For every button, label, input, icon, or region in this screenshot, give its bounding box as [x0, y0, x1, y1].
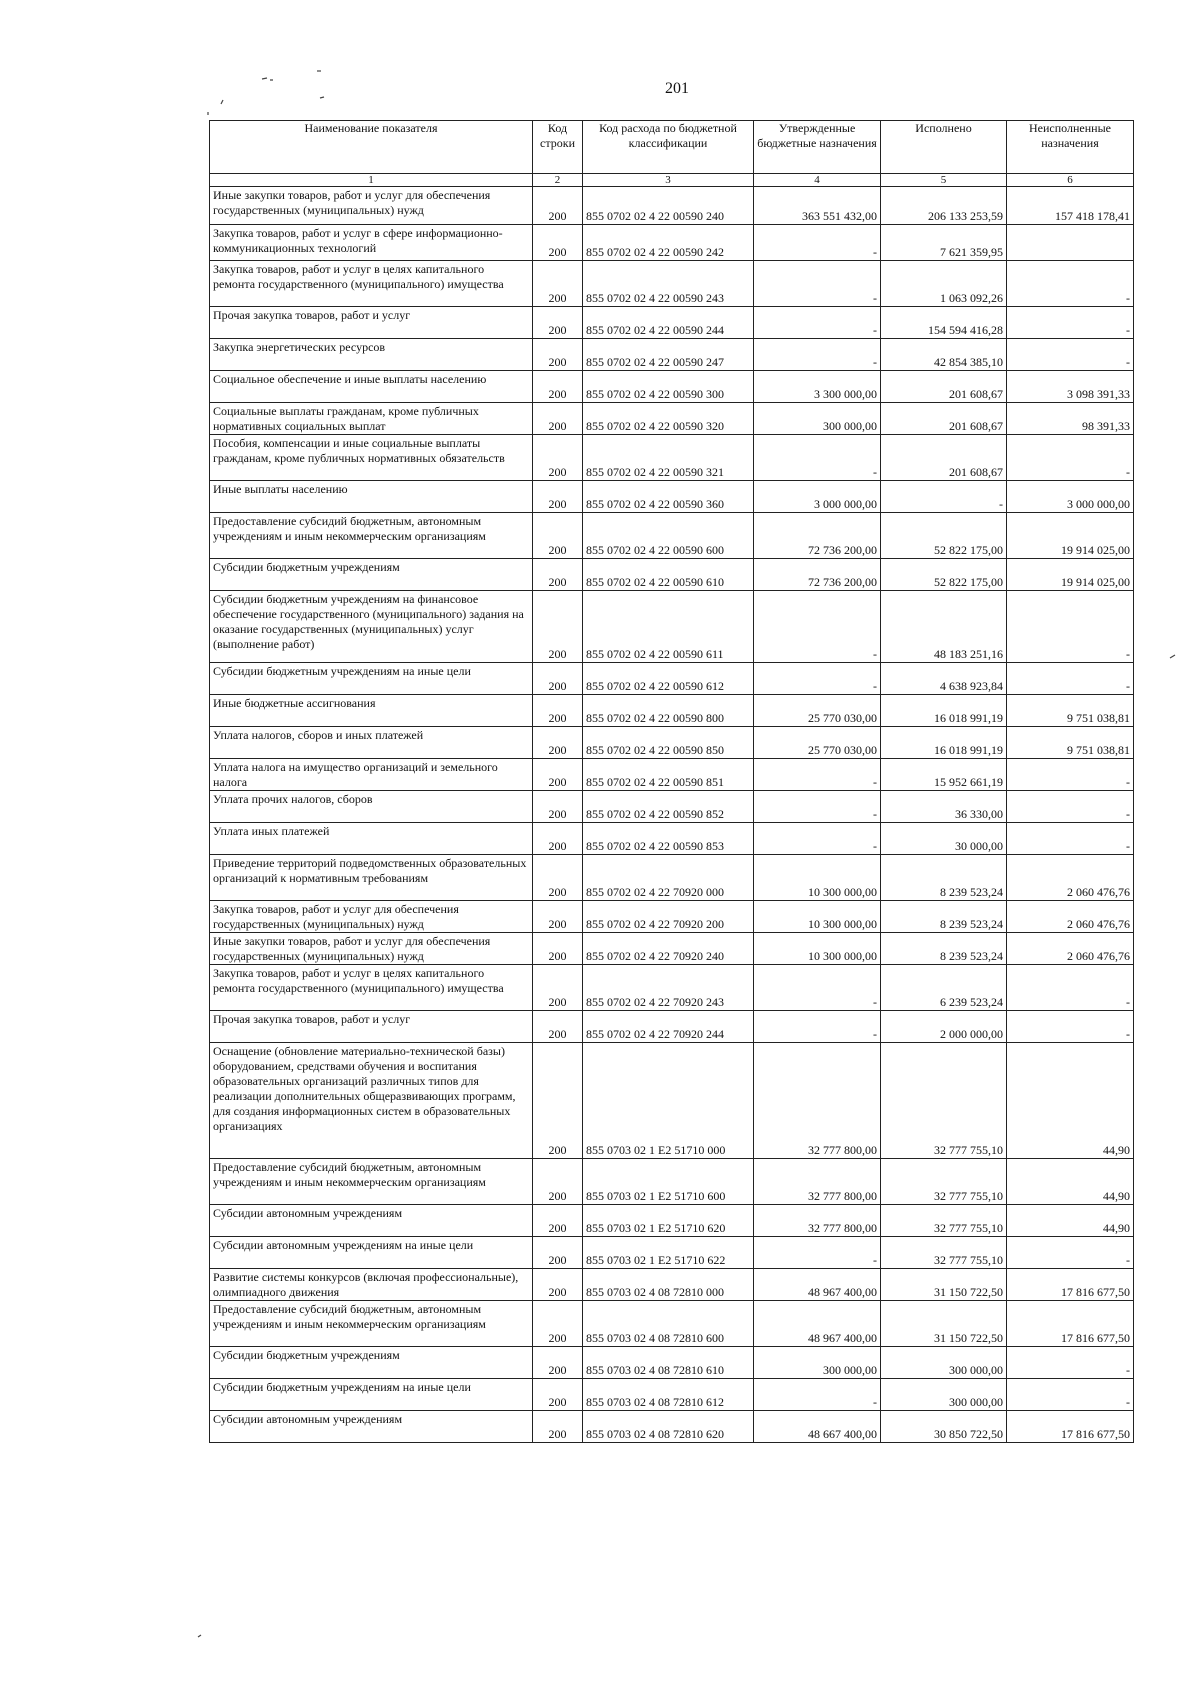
budget-code-cell: 855 0702 02 4 22 00590 360 [583, 481, 754, 513]
approved-cell: 363 551 432,00 [754, 187, 881, 225]
line-code-cell: 200 [533, 663, 583, 695]
indicator-name-cell: Иные выплаты населению [210, 481, 533, 513]
unexecuted-cell: 44,90 [1007, 1205, 1134, 1237]
executed-cell: - [881, 481, 1007, 513]
line-code-cell: 200 [533, 225, 583, 261]
budget-code-cell: 855 0702 02 4 22 70920 244 [583, 1011, 754, 1043]
header-unexecuted: Неисполненные назначения [1007, 121, 1134, 174]
table-row [210, 823, 1134, 855]
approved-cell: - [754, 435, 881, 481]
table-row [210, 261, 1134, 307]
table-row [210, 1159, 1134, 1205]
line-code-cell: 200 [533, 1043, 583, 1159]
approved-cell: 48 967 400,00 [754, 1269, 881, 1301]
executed-cell: 8 239 523,24 [881, 933, 1007, 965]
approved-cell: - [754, 1011, 881, 1043]
column-number: 3 [583, 174, 754, 187]
approved-cell: - [754, 591, 881, 663]
table-row [210, 591, 1134, 663]
unexecuted-cell: 9 751 038,81 [1007, 727, 1134, 759]
approved-cell: 48 667 400,00 [754, 1411, 881, 1443]
indicator-name-cell: Иные закупки товаров, работ и услуг для обеспечения государственных (муниципальных) нужд [210, 933, 533, 965]
header-indicator-name: Наименование показателя [210, 121, 533, 174]
indicator-name-cell: Предоставление субсидий бюджетным, автономным учреждениям и иным некоммерческим организациям [210, 1159, 533, 1205]
unexecuted-cell: - [1007, 339, 1134, 371]
table-row [210, 307, 1134, 339]
line-code-cell: 200 [533, 481, 583, 513]
unexecuted-cell: 98 391,33 [1007, 403, 1134, 435]
approved-cell: 32 777 800,00 [754, 1205, 881, 1237]
header-budget-code: Код расхода по бюджетной классификации [583, 121, 754, 174]
executed-cell: 2 000 000,00 [881, 1011, 1007, 1043]
unexecuted-cell: 19 914 025,00 [1007, 513, 1134, 559]
line-code-cell: 200 [533, 1301, 583, 1347]
table-header-row [210, 121, 1134, 174]
line-code-cell: 200 [533, 933, 583, 965]
budget-code-cell: 855 0703 02 4 08 72810 600 [583, 1301, 754, 1347]
indicator-name-cell: Приведение территорий подведомственных образовательных организаций к нормативным требованиям [210, 855, 533, 901]
line-code-cell: 200 [533, 965, 583, 1011]
executed-cell: 32 777 755,10 [881, 1205, 1007, 1237]
budget-execution-table [209, 120, 1134, 1443]
executed-cell: 30 000,00 [881, 823, 1007, 855]
budget-code-cell: 855 0703 02 4 08 72810 620 [583, 1411, 754, 1443]
budget-code-cell: 855 0702 02 4 22 00590 850 [583, 727, 754, 759]
unexecuted-cell: - [1007, 1379, 1134, 1411]
budget-code-cell: 855 0702 02 4 22 00590 320 [583, 403, 754, 435]
indicator-name-cell: Уплата иных платежей [210, 823, 533, 855]
table-row [210, 695, 1134, 727]
budget-code-cell: 855 0702 02 4 22 00590 853 [583, 823, 754, 855]
unexecuted-cell: 157 418 178,41 [1007, 187, 1134, 225]
indicator-name-cell: Иные закупки товаров, работ и услуг для обеспечения государственных (муниципальных) нужд [210, 187, 533, 225]
budget-code-cell: 855 0703 02 1 E2 51710 600 [583, 1159, 754, 1205]
line-code-cell: 200 [533, 371, 583, 403]
unexecuted-cell [1007, 225, 1134, 261]
approved-cell: 10 300 000,00 [754, 855, 881, 901]
table-row [210, 1269, 1134, 1301]
indicator-name-cell: Иные бюджетные ассигнования [210, 695, 533, 727]
unexecuted-cell: - [1007, 965, 1134, 1011]
column-number: 5 [881, 174, 1007, 187]
executed-cell: 4 638 923,84 [881, 663, 1007, 695]
line-code-cell: 200 [533, 901, 583, 933]
approved-cell: - [754, 791, 881, 823]
unexecuted-cell: 2 060 476,76 [1007, 933, 1134, 965]
line-code-cell: 200 [533, 187, 583, 225]
executed-cell: 16 018 991,19 [881, 695, 1007, 727]
executed-cell: 7 621 359,95 [881, 225, 1007, 261]
executed-cell: 42 854 385,10 [881, 339, 1007, 371]
table-row [210, 1237, 1134, 1269]
line-code-cell: 200 [533, 727, 583, 759]
indicator-name-cell: Прочая закупка товаров, работ и услуг [210, 1011, 533, 1043]
scan-speck [320, 97, 324, 98]
unexecuted-cell: 3 000 000,00 [1007, 481, 1134, 513]
column-number-row [210, 174, 1134, 187]
unexecuted-cell: - [1007, 1011, 1134, 1043]
budget-code-cell: 855 0702 02 4 22 00590 247 [583, 339, 754, 371]
unexecuted-cell: 3 098 391,33 [1007, 371, 1134, 403]
unexecuted-cell: - [1007, 791, 1134, 823]
line-code-cell: 200 [533, 403, 583, 435]
unexecuted-cell: 17 816 677,50 [1007, 1411, 1134, 1443]
budget-code-cell: 855 0702 02 4 22 00590 244 [583, 307, 754, 339]
budget-code-cell: 855 0702 02 4 22 00590 851 [583, 759, 754, 791]
approved-cell: - [754, 759, 881, 791]
executed-cell: 201 608,67 [881, 435, 1007, 481]
header-line-code: Код строки [533, 121, 583, 174]
table-row [210, 513, 1134, 559]
table-row [210, 1301, 1134, 1347]
table-row [210, 559, 1134, 591]
page-number: 201 [665, 80, 689, 97]
table-row [210, 1411, 1134, 1443]
line-code-cell: 200 [533, 261, 583, 307]
line-code-cell: 200 [533, 759, 583, 791]
line-code-cell: 200 [533, 307, 583, 339]
unexecuted-cell: 17 816 677,50 [1007, 1269, 1134, 1301]
table-row [210, 663, 1134, 695]
approved-cell: - [754, 1379, 881, 1411]
executed-cell: 8 239 523,24 [881, 901, 1007, 933]
budget-code-cell: 855 0702 02 4 22 00590 243 [583, 261, 754, 307]
indicator-name-cell: Субсидии автономным учреждениям [210, 1205, 533, 1237]
table-row [210, 965, 1134, 1011]
executed-cell: 31 150 722,50 [881, 1269, 1007, 1301]
line-code-cell: 200 [533, 695, 583, 727]
executed-cell: 48 183 251,16 [881, 591, 1007, 663]
unexecuted-cell: - [1007, 759, 1134, 791]
table-row [210, 339, 1134, 371]
line-code-cell: 200 [533, 435, 583, 481]
table-row [210, 435, 1134, 481]
table-row [210, 1205, 1134, 1237]
executed-cell: 15 952 661,19 [881, 759, 1007, 791]
line-code-cell: 200 [533, 791, 583, 823]
line-code-cell: 200 [533, 1011, 583, 1043]
scan-speck [221, 100, 223, 104]
indicator-name-cell: Социальные выплаты гражданам, кроме публичных нормативных социальных выплат [210, 403, 533, 435]
table-row [210, 187, 1134, 225]
approved-cell: - [754, 663, 881, 695]
budget-code-cell: 855 0702 02 4 22 00590 321 [583, 435, 754, 481]
scan-speck [1170, 655, 1175, 658]
unexecuted-cell: - [1007, 261, 1134, 307]
line-code-cell: 200 [533, 513, 583, 559]
budget-code-cell: 855 0703 02 4 08 72810 612 [583, 1379, 754, 1411]
indicator-name-cell: Закупка товаров, работ и услуг для обеспечения государственных (муниципальных) нужд [210, 901, 533, 933]
indicator-name-cell: Уплата налогов, сборов и иных платежей [210, 727, 533, 759]
scan-speck [262, 78, 273, 80]
indicator-name-cell: Уплата налога на имущество организаций и земельного налога [210, 759, 533, 791]
approved-cell: 25 770 030,00 [754, 727, 881, 759]
approved-cell: - [754, 339, 881, 371]
indicator-name-cell: Социальное обеспечение и иные выплаты населению [210, 371, 533, 403]
indicator-name-cell: Субсидии бюджетным учреждениям на иные цели [210, 1379, 533, 1411]
approved-cell: 32 777 800,00 [754, 1159, 881, 1205]
indicator-name-cell: Развитие системы конкурсов (включая профессиональные), олимпиадного движения [210, 1269, 533, 1301]
indicator-name-cell: Оснащение (обновление материально-технической базы) оборудованием, средствами обучения и воспитания образовательных организаций различных типов для реализации дополнительных общеразвивающих программ, для создания информационных систем в образовательных организациях [210, 1043, 533, 1159]
indicator-name-cell: Предоставление субсидий бюджетным, автономным учреждениям и иным некоммерческим организациям [210, 1301, 533, 1347]
executed-cell: 32 777 755,10 [881, 1237, 1007, 1269]
line-code-cell: 200 [533, 1159, 583, 1205]
budget-code-cell: 855 0702 02 4 22 70920 243 [583, 965, 754, 1011]
line-code-cell: 200 [533, 855, 583, 901]
budget-code-cell: 855 0702 02 4 22 00590 242 [583, 225, 754, 261]
budget-code-cell: 855 0702 02 4 22 00590 800 [583, 695, 754, 727]
executed-cell: 8 239 523,24 [881, 855, 1007, 901]
indicator-name-cell: Закупка энергетических ресурсов [210, 339, 533, 371]
table-row [210, 1379, 1134, 1411]
table-body [210, 187, 1134, 1443]
approved-cell: 25 770 030,00 [754, 695, 881, 727]
executed-cell: 300 000,00 [881, 1347, 1007, 1379]
executed-cell: 31 150 722,50 [881, 1301, 1007, 1347]
indicator-name-cell: Предоставление субсидий бюджетным, автономным учреждениям и иным некоммерческим организациям [210, 513, 533, 559]
unexecuted-cell: - [1007, 307, 1134, 339]
budget-code-cell: 855 0702 02 4 22 00590 300 [583, 371, 754, 403]
budget-code-cell: 855 0702 02 4 22 00590 610 [583, 559, 754, 591]
table-row [210, 759, 1134, 791]
budget-code-cell: 855 0702 02 4 22 70920 240 [583, 933, 754, 965]
approved-cell: 48 967 400,00 [754, 1301, 881, 1347]
budget-code-cell: 855 0703 02 4 08 72810 000 [583, 1269, 754, 1301]
executed-cell: 300 000,00 [881, 1379, 1007, 1411]
table-row [210, 791, 1134, 823]
line-code-cell: 200 [533, 1347, 583, 1379]
table-row [210, 225, 1134, 261]
unexecuted-cell: - [1007, 591, 1134, 663]
executed-cell: 154 594 416,28 [881, 307, 1007, 339]
indicator-name-cell: Субсидии бюджетным учреждениям [210, 1347, 533, 1379]
table-row [210, 403, 1134, 435]
column-number: 1 [210, 174, 533, 187]
executed-cell: 30 850 722,50 [881, 1411, 1007, 1443]
budget-code-cell: 855 0702 02 4 22 00590 612 [583, 663, 754, 695]
line-code-cell: 200 [533, 1269, 583, 1301]
unexecuted-cell: 44,90 [1007, 1159, 1134, 1205]
line-code-cell: 200 [533, 559, 583, 591]
unexecuted-cell: 44,90 [1007, 1043, 1134, 1159]
unexecuted-cell: 19 914 025,00 [1007, 559, 1134, 591]
indicator-name-cell: Закупка товаров, работ и услуг в целях капитального ремонта государственного (муниципального) имущества [210, 965, 533, 1011]
approved-cell: 72 736 200,00 [754, 513, 881, 559]
unexecuted-cell: 17 816 677,50 [1007, 1301, 1134, 1347]
column-number: 4 [754, 174, 881, 187]
indicator-name-cell: Закупка товаров, работ и услуг в целях капитального ремонта государственного (муниципального) имущества [210, 261, 533, 307]
executed-cell: 206 133 253,59 [881, 187, 1007, 225]
executed-cell: 36 330,00 [881, 791, 1007, 823]
line-code-cell: 200 [533, 823, 583, 855]
table-row [210, 481, 1134, 513]
column-number: 2 [533, 174, 583, 187]
line-code-cell: 200 [533, 591, 583, 663]
approved-cell: 10 300 000,00 [754, 933, 881, 965]
approved-cell: - [754, 823, 881, 855]
executed-cell: 32 777 755,10 [881, 1159, 1007, 1205]
approved-cell: 300 000,00 [754, 1347, 881, 1379]
indicator-name-cell: Уплата прочих налогов, сборов [210, 791, 533, 823]
table-row [210, 1011, 1134, 1043]
scan-speck [198, 1635, 201, 1637]
indicator-name-cell: Субсидии бюджетным учреждениям на финансовое обеспечение государственного (муниципального) задания на оказание государственных (муниципальных) услуг (выполнение работ) [210, 591, 533, 663]
header-approved: Утвержденные бюджетные назначения [754, 121, 881, 174]
indicator-name-cell: Пособия, компенсации и иные социальные выплаты гражданам, кроме публичных нормативных обязательств [210, 435, 533, 481]
header-executed: Исполнено [881, 121, 1007, 174]
approved-cell: 3 000 000,00 [754, 481, 881, 513]
budget-code-cell: 855 0702 02 4 22 00590 611 [583, 591, 754, 663]
indicator-name-cell: Закупка товаров, работ и услуг в сфере информационно-коммуникационных технологий [210, 225, 533, 261]
indicator-name-cell: Субсидии автономным учреждениям на иные цели [210, 1237, 533, 1269]
indicator-name-cell: Субсидии бюджетным учреждениям [210, 559, 533, 591]
approved-cell: - [754, 965, 881, 1011]
column-number: 6 [1007, 174, 1134, 187]
indicator-name-cell: Прочая закупка товаров, работ и услуг [210, 307, 533, 339]
unexecuted-cell: - [1007, 1237, 1134, 1269]
table-row [210, 855, 1134, 901]
approved-cell: 300 000,00 [754, 403, 881, 435]
unexecuted-cell: - [1007, 823, 1134, 855]
budget-code-cell: 855 0703 02 1 E2 51710 622 [583, 1237, 754, 1269]
unexecuted-cell: 9 751 038,81 [1007, 695, 1134, 727]
table-row [210, 371, 1134, 403]
unexecuted-cell: 2 060 476,76 [1007, 855, 1134, 901]
line-code-cell: 200 [533, 1237, 583, 1269]
budget-code-cell: 855 0703 02 4 08 72810 610 [583, 1347, 754, 1379]
approved-cell: - [754, 225, 881, 261]
approved-cell: - [754, 1237, 881, 1269]
budget-code-cell: 855 0703 02 1 E2 51710 000 [583, 1043, 754, 1159]
approved-cell: - [754, 261, 881, 307]
executed-cell: 52 822 175,00 [881, 513, 1007, 559]
budget-code-cell: 855 0702 02 4 22 00590 600 [583, 513, 754, 559]
executed-cell: 32 777 755,10 [881, 1043, 1007, 1159]
approved-cell: 3 300 000,00 [754, 371, 881, 403]
executed-cell: 201 608,67 [881, 371, 1007, 403]
executed-cell: 6 239 523,24 [881, 965, 1007, 1011]
line-code-cell: 200 [533, 339, 583, 371]
budget-code-cell: 855 0702 02 4 22 70920 000 [583, 855, 754, 901]
unexecuted-cell: 2 060 476,76 [1007, 901, 1134, 933]
line-code-cell: 200 [533, 1411, 583, 1443]
unexecuted-cell: - [1007, 1347, 1134, 1379]
approved-cell: 10 300 000,00 [754, 901, 881, 933]
indicator-name-cell: Субсидии автономным учреждениям [210, 1411, 533, 1443]
table-row [210, 901, 1134, 933]
budget-code-cell: 855 0702 02 4 22 00590 852 [583, 791, 754, 823]
unexecuted-cell: - [1007, 663, 1134, 695]
budget-code-cell: 855 0702 02 4 22 70920 200 [583, 901, 754, 933]
executed-cell: 201 608,67 [881, 403, 1007, 435]
approved-cell: 32 777 800,00 [754, 1043, 881, 1159]
indicator-name-cell: Субсидии бюджетным учреждениям на иные цели [210, 663, 533, 695]
budget-code-cell: 855 0702 02 4 22 00590 240 [583, 187, 754, 225]
table-row [210, 1347, 1134, 1379]
approved-cell: - [754, 307, 881, 339]
executed-cell: 1 063 092,26 [881, 261, 1007, 307]
table-row [210, 933, 1134, 965]
line-code-cell: 200 [533, 1379, 583, 1411]
executed-cell: 16 018 991,19 [881, 727, 1007, 759]
table-row [210, 727, 1134, 759]
budget-code-cell: 855 0703 02 1 E2 51710 620 [583, 1205, 754, 1237]
line-code-cell: 200 [533, 1205, 583, 1237]
approved-cell: 72 736 200,00 [754, 559, 881, 591]
unexecuted-cell: - [1007, 435, 1134, 481]
executed-cell: 52 822 175,00 [881, 559, 1007, 591]
table-row [210, 1043, 1134, 1159]
